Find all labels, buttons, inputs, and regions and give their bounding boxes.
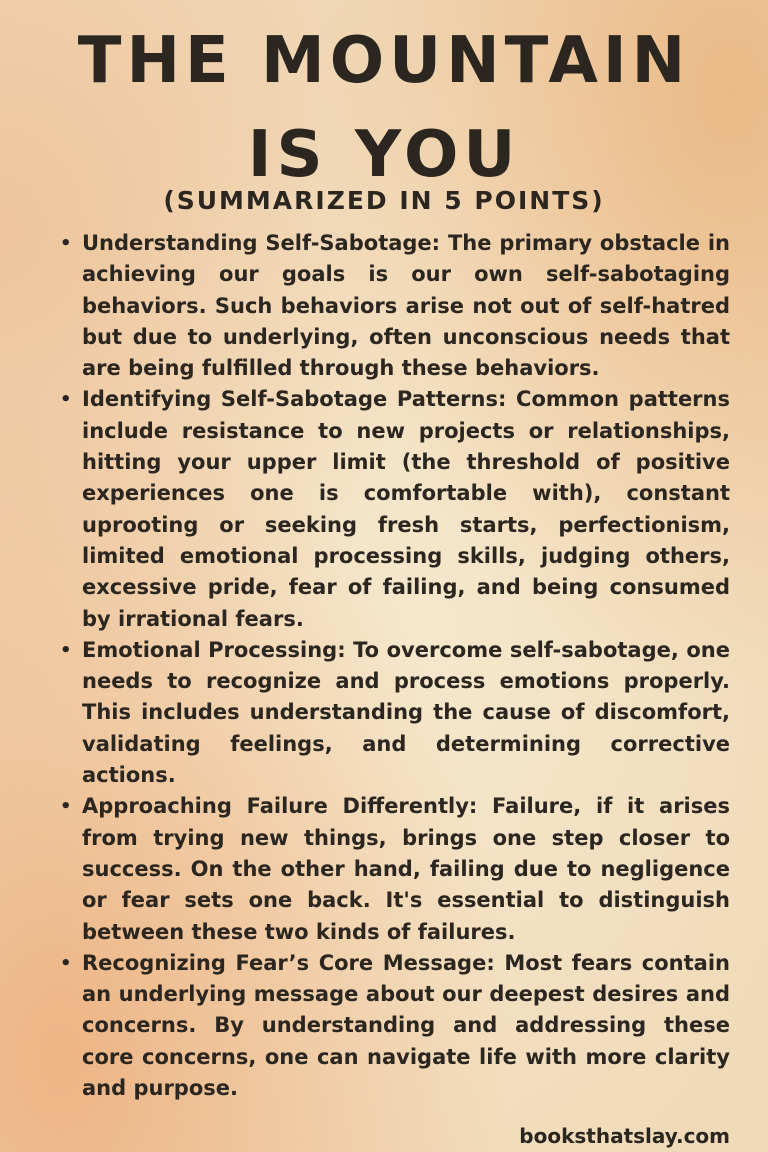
summary-point-2 <box>60 384 730 634</box>
summary-points-list <box>58 228 730 1104</box>
bullet-icon: • <box>60 952 72 974</box>
page-title <box>0 14 768 202</box>
title-line-2: IS YOU <box>247 118 521 192</box>
summary-point-5 <box>60 948 730 1104</box>
summary-point-text: Approaching Failure Differently: Failure, if it arises from trying new things, brings one step closer to success. On the other hand, failing due to negligence or fear sets one back. It's essential to distinguish between these two kinds of failures. <box>82 794 730 944</box>
title-line-1: THE MOUNTAIN <box>77 24 691 98</box>
summary-point-1 <box>60 228 730 384</box>
bullet-icon: • <box>60 233 72 254</box>
summary-point-4 <box>60 791 730 947</box>
summary-point-3 <box>60 635 730 791</box>
bullet-icon: • <box>60 796 72 818</box>
summary-point-text: Emotional Processing: To overcome self-sabotage, one needs to recognize and process emotions properly. This includes understanding the cause of discomfort, validating feelings, and determining corrective actions. <box>82 637 730 788</box>
website-credit: booksthatslay.com <box>519 1124 730 1148</box>
bullet-icon: • <box>60 389 72 411</box>
subtitle: (SUMMARIZED IN 5 POINTS) <box>163 186 605 215</box>
bullet-icon: • <box>60 639 72 661</box>
summary-point-text: Recognizing Fear’s Core Message: Most fears contain an underlying message about our deepest desires and concerns. By understanding and addressing these core concerns, one can navigate life with more clarity and purpose. <box>82 950 730 1101</box>
summary-point-text: Understanding Self-Sabotage: The primary obstacle in achieving our goals is our own self-sabotaging behaviors. Such behaviors arise not out of self-hatred but due to underlying, often unconscious needs that are being fulfilled through these behaviors. <box>82 231 730 381</box>
summary-point-text: Identifying Self-Sabotage Patterns: Common patterns include resistance to new projects or relationships, hitting your upper limit (the threshold of positive experiences one is comfortable with), constant uprooting or seeking fresh starts, perfectionism, limited emotional processing skills, judging others, excessive pride, fear of failing, and being consumed by irrational fears. <box>82 387 730 631</box>
